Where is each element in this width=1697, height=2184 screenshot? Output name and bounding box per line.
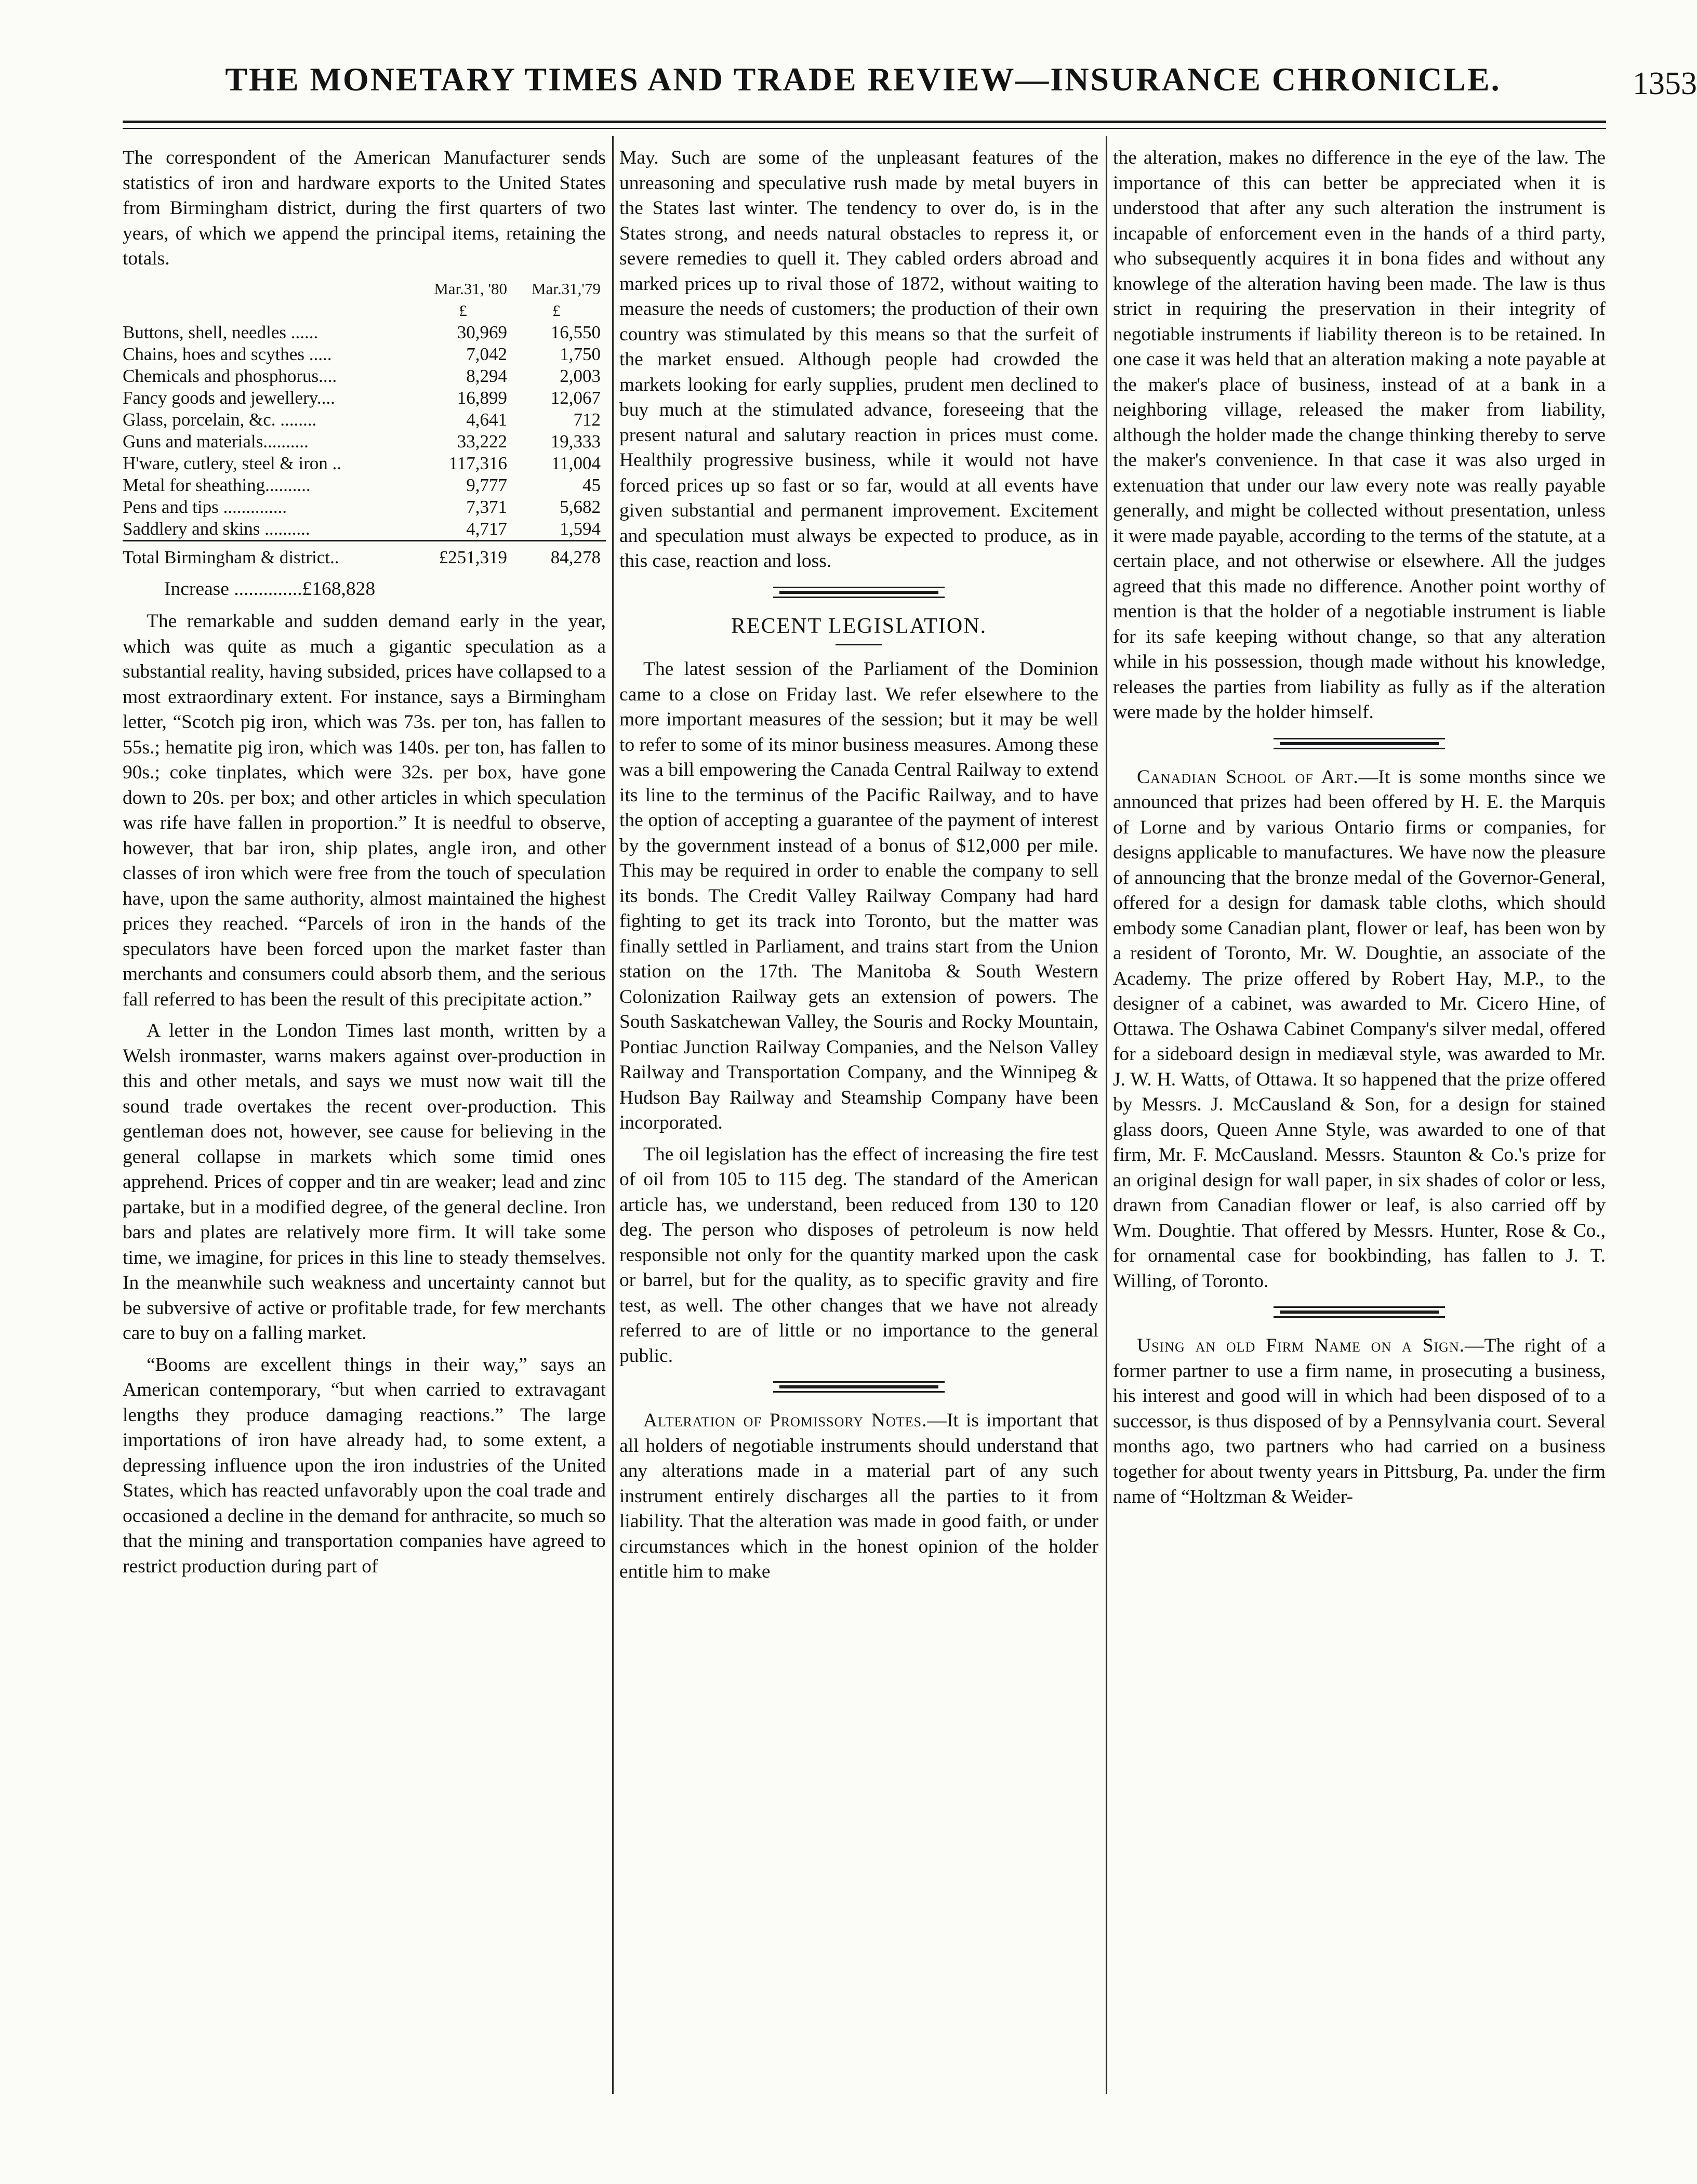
table-row [123, 343, 606, 365]
section-separator [773, 587, 945, 598]
paragraph: May. Such are some of the unpleasant features of the unreasoning and speculative rush made by metal buyers in the States last winter. The tendency to over do, is in the States strong, and needs natural obstacles to repress it, or severe remedies to quell it. They cabled orders abroad and marked prices up to rival those of 1872, without waiting to measure the needs of customers; the production of their own country was stimulated by this means so that the surfeit of the market ensued. Although people had crowded the markets looking for early supplies, prudent men declined to buy much at the stimulated advance, foreseeing that the present natural and salutary reaction in prices must come. Healthily progressive business, while it would not have forced prices up so fast or so far, would at all events have given substantial and permanent improvement. Excitement and speculation must always be expected to produce, as in this case, reaction and loss. [619, 147, 1098, 572]
page-header [123, 56, 1697, 113]
row-value: 7,042 [466, 343, 507, 364]
paragraph: A letter in the London Times last month, written by a Welsh ironmaster, warns makers against over-production in this and other metals, and says we must now wait till the sound trade overtakes the recent over-production. This gentleman does not, however, see cause for believing in the general collapse in markets which some timid ones apprehend. Prices of copper and tin are weaker; lead and zinc partake, but in a modified degree, of the general decline. Iron bars and plates are relatively more firm. It will take some time, we imagine, for prices in this line to steady themselves. In the meanwhile such weakness and uncertainty cannot but be subversive of active or profitable trade, for few merchants care to buy on a falling market. [123, 1020, 606, 1344]
paragraph: The oil legislation has the effect of increasing the fire test of oil from 105 to 115 deg. The standard of the American article has, we understand, been reduced from 130 to 120 deg. The person who disposes of petroleum is now held responsible not only for the quantity marked upon the cask or barrel, but for the quality, as to specific gravity and fire test, as well. The other changes that we have not already referred to are of little or no importance to the general public. [619, 1143, 1098, 1367]
row-value: 9,777 [466, 474, 507, 495]
table-row [123, 496, 606, 518]
table-row [123, 409, 606, 431]
row-value: 117,316 [448, 453, 507, 473]
table-total-row [123, 540, 606, 568]
paragraph: The latest session of the Parliament of the Dominion came to a close on Friday last. We refer elsewhere to the more important measures of the session; but it may be well to refer to some of its minor business measures. Among these was a bill empowering the Canada Central Railway to extend its line to the terminus of the Pacific Railway, and to have the option of accepting a guarantee of the payment of interest by the government instead of a bonus of $12,000 per mile. This may be required in order to enable the company to sell its bonds. The Credit Valley Railway Company had hard fighting to get its track into Toronto, but the matter was finally settled in Parliament, and trains start from the Union station on the 17th. The Manitoba & South Western Colonization Railway gets an extension of powers. The South Saskatchewan Valley, the Souris and Rocky Mountain, Pontiac Junction Railway Companies, and the Nelson Valley Railway and Transportation Company, and the Winnipeg & Hudson Bay Railway and Steamship Company have been incorporated. [619, 658, 1098, 1133]
table-row [123, 431, 606, 453]
row-value: £251,319 [419, 540, 512, 568]
row-value: 16,550 [550, 322, 601, 342]
row-value: 5,682 [560, 496, 601, 517]
header-rule-thin [123, 128, 1606, 129]
table-row [123, 322, 606, 343]
column-3 [1113, 145, 1606, 1516]
row-value: 16,899 [457, 387, 507, 408]
row-value: 712 [573, 409, 601, 430]
section-separator [773, 1381, 945, 1393]
row-value: 30,969 [457, 322, 507, 342]
paragraph [619, 1408, 1098, 1585]
row-value: 33,222 [457, 431, 507, 452]
row-label: Chains, hoes and scythes ..... [123, 343, 332, 364]
unit-label: £ [552, 301, 561, 320]
row-label: Metal for sheathing.......... [123, 474, 311, 495]
table-unit-row [123, 300, 606, 322]
column-divider [612, 136, 614, 2094]
unit-label: £ [459, 301, 467, 320]
export-statistics-table [123, 278, 606, 568]
row-value: 19,333 [550, 431, 601, 452]
col-header: Mar.31, '80 [434, 279, 507, 298]
page-number: 1353 [1633, 66, 1697, 101]
increase-label: Increase .............. [164, 578, 302, 600]
table-row [123, 474, 606, 496]
header-rule [123, 121, 1606, 123]
section-separator [1274, 1306, 1445, 1318]
section-headline: RECENT LEGISLATION. [731, 614, 987, 638]
paragraph: The remarkable and sudden demand early in the year, which was quite as much a gigantic speculation as a substantial reality, having subsided, prices have collapsed to a most extraordinary extent. For instance, says a Birmingham letter, “Scotch pig iron, which was 73s. per ton, has fallen to 55s.; hematite pig iron, which was 140s. per ton, has fallen to 90s.; coke tinplates, which were 32s. per box, have gone down to 20s. per box; and other articles in which speculation was rife have fallen in proportion.” It is needful to observe, however, that bar iron, ship plates, angle iron, and other classes of iron which were free from the touch of speculation have, upon the same authority, almost maintained the highest prices they reached. “Parcels of iron in the hands of the speculators have been forced upon the market faster than merchants and consumers could absorb them, and the serious fall referred to has been the result of this precipitate action.” [123, 611, 606, 1010]
row-label: Fancy goods and jewellery.... [123, 387, 335, 408]
run-in-heading: Alteration of Promissory Notes. [643, 1410, 927, 1431]
row-label: Guns and materials.......... [123, 431, 309, 452]
paragraph [1113, 765, 1606, 1294]
row-value: 1,750 [560, 343, 601, 364]
row-label: Glass, porcelain, &c. ........ [123, 409, 317, 430]
run-in-heading: Canadian School of Art. [1137, 766, 1359, 788]
column-divider [1106, 136, 1107, 2094]
row-value: 84,278 [512, 540, 606, 568]
row-value: 8,294 [466, 365, 507, 386]
intro-paragraph: The correspondent of the American Manufacturer sends statistics of iron and hardware exports to the United States from Birmingham district, during the first quarters of two years, of which we append the principal items, retaining the totals. [123, 147, 606, 269]
running-head: THE MONETARY TIMES AND TRADE REVIEW—INSURANCE CHRONICLE. [225, 61, 1501, 98]
table-row [123, 518, 606, 541]
paragraph [1113, 1333, 1606, 1510]
table-row [123, 453, 606, 474]
row-value: 12,067 [550, 387, 601, 408]
row-value: 7,371 [466, 496, 507, 517]
paragraph-text: —It is some months since we announced that prizes had been offered by H. E. the Marquis of Lorne and by various Ontario firms or companies, for designs applicable to manufactures. We have now the pleasure of announcing that the bronze medal of the Governor-General, offered for a design for damask table cloths, which should embody some Canadian plant, flower or leaf, has been won by a resident of Toronto, Mr. W. Doughtie, an associate of the Academy. The prize offered by Robert Hay, M.P., to the designer of a cabinet, was awarded to Mr. Cicero Hine, of Ottawa. The Oshawa Cabinet Company's silver medal, offered for a sideboard design in mediæval style, was awarded to Mr. J. W. H. Watts, of Ottawa. It so happened that the prize offered by Messrs. J. McCausland & Son, for a design for stained glass doors, Queen Anne Style, was awarded to one of that firm, Mr. F. McCausland. Messrs. Staunton & Co.'s prize for an original design for wall paper, in six shades of color or less, drawn from Canadian flower or leaf, is also carried off by Wm. Doughtie. That offered by Messrs. Hunter, Rose & Co., for ornamental case for bookbinding, has fallen to J. T. Willing, of Toronto. [1113, 766, 1606, 1292]
paragraph: the alteration, makes no difference in the eye of the law. The importance of this can better be appreciated when it is understood that after any such alteration the instrument is incapable of enforcement even in the hands of a third party, who subsequently acquires it in bona fides and without any knowlege of the alteration having been made. The law is thus strict in requiring the preservation in their integrity of negotiable instruments if liability thereon is to be retained. In one case it was held that an alteration making a note payable at the maker's place of business, instead of at a bank in a neighboring village, released the maker from liability, although the holder made the change thinking thereby to serve the maker's convenience. In that case it was also urged in extenuation that under our law every note was really payable generally, and might be collected without presentation, unless it were made payable, according to the terms of the statute, at a certain place, and not otherwise or elsewhere. All the judges agreed that this made no difference. Another point worthy of mention is that the holder of a negotiable instrument is liable for its safe keeping without change, so that any alteration while in his possession, though made without his knowledge, releases the parties from liability as fully as if the alteration were made by the holder himself. [1113, 147, 1606, 723]
row-label: Pens and tips .............. [123, 496, 287, 517]
column-1 [123, 145, 606, 1585]
row-value: 4,641 [466, 409, 507, 430]
row-label: Buttons, shell, needles ...... [123, 322, 319, 342]
run-in-heading: Using an old Firm Name on a Sign. [1137, 1335, 1465, 1356]
row-label: Total Birmingham & district.. [123, 540, 419, 568]
table-row [123, 365, 606, 387]
row-label: Saddlery and skins .......... [123, 518, 310, 539]
column-2 [619, 145, 1098, 1591]
paragraph: “Booms are excellent things in their way,” says an American contemporary, “but when carried to extravagant lengths they produce damaging reactions.” The large importations of iron have already had, to some extent, a depressing influence upon the iron industries of the United States, which has reacted unfavorably upon the coal trade and occasioned a decline in the demand for anthracite, so much so that the mining and transportation companies have agreed to restrict production during part of [123, 1354, 606, 1577]
increase-value: £168,828 [302, 578, 376, 600]
paragraph-text: —The right of a former partner to use a firm name, in prosecuting a business, his interest and good will in which had been disposed of to a successor, is thus disposed of by a Pennsylvania court. Several months ago, two partners who had carried on a business together for about twenty years in Pittsburg, Pa. under the firm name of “Holtzman & Weider- [1113, 1335, 1606, 1507]
increase-line [164, 577, 606, 602]
headline-rule [836, 644, 882, 645]
col-header: Mar.31,'79 [531, 279, 601, 298]
table-row [123, 387, 606, 409]
row-label: H'ware, cutlery, steel & iron .. [123, 453, 341, 473]
row-value: 45 [582, 474, 601, 495]
paragraph-text: —It is important that all holders of negotiable instruments should understand that any alterations made in a material part of any such instrument entirely discharges all the parties to it from liability. That the alteration was made in good faith, or under circumstances which in the honest opinion of the holder entitle him to make [619, 1410, 1098, 1582]
row-label: Chemicals and phosphorus.... [123, 365, 337, 386]
table-header-row [123, 278, 606, 300]
row-value: 1,594 [560, 518, 601, 539]
row-value: 11,004 [551, 453, 601, 473]
row-value: 4,717 [466, 518, 507, 539]
row-value: 2,003 [560, 365, 601, 386]
section-separator [1274, 738, 1445, 749]
